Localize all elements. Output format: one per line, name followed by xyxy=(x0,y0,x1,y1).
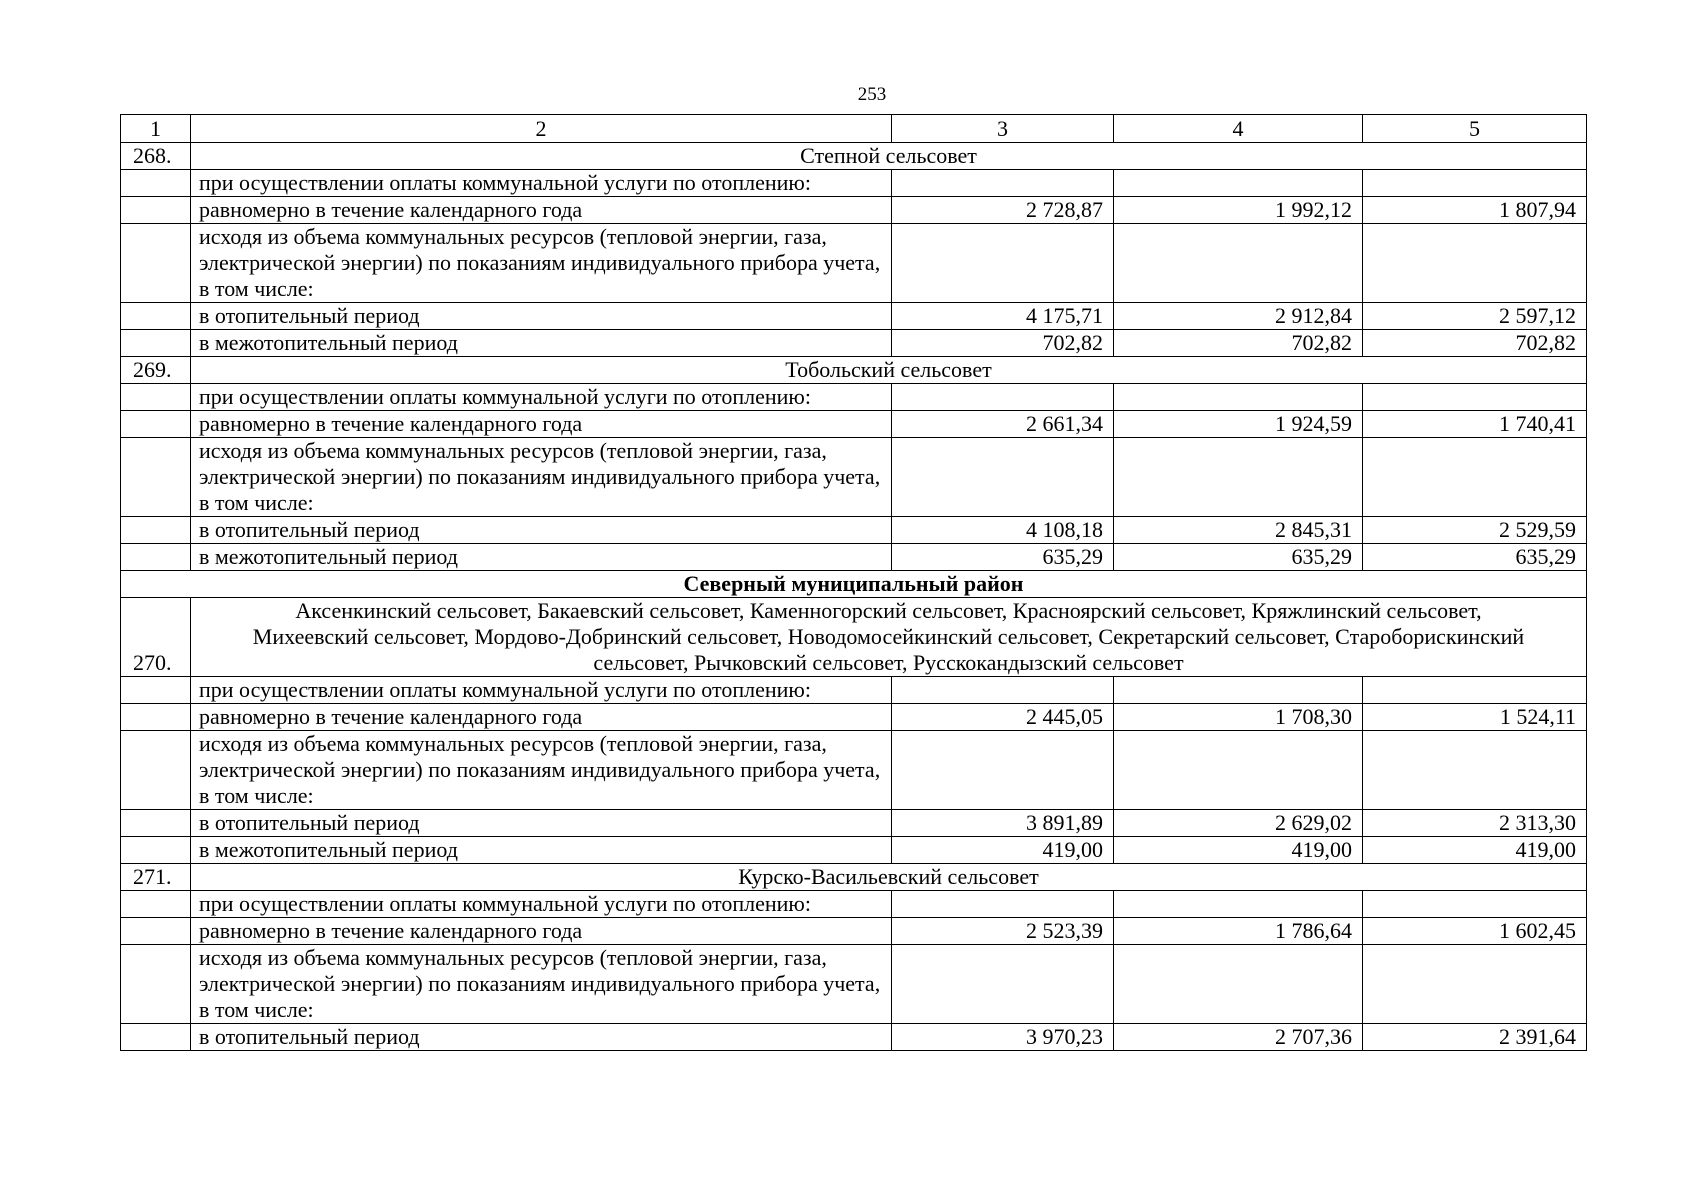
column-header: 1 xyxy=(121,115,191,143)
value-col3: 2 523,39 xyxy=(892,918,1114,945)
row-description: в отопительный период xyxy=(191,810,892,837)
table-row xyxy=(121,330,1587,357)
column-header: 2 xyxy=(191,115,892,143)
row-description: при осуществлении оплаты коммунальной услуги по отоплению: xyxy=(191,170,892,197)
row-number-empty xyxy=(121,197,191,224)
row-number: 271. xyxy=(121,864,191,891)
locality-title: Аксенкинский сельсовет, Бакаевский сельсовет, Каменногорский сельсовет, Красноярский сельсовет, Кряжлинский сельсовет, Михеевский сельсовет, Мордово-Добринский сельсовет, Новодомосейкинский сельсовет, Секретарский сельсовет, Староборискинский сельсовет, Рычковский сельсовет, Русскокандызский сельсовет xyxy=(191,598,1587,677)
locality-title: Тобольский сельсовет xyxy=(191,357,1587,384)
row-number: 270. xyxy=(121,598,191,677)
row-description: в отопительный период xyxy=(191,1024,892,1051)
table-row xyxy=(121,438,1587,517)
value-col3: 3 891,89 xyxy=(892,810,1114,837)
column-number-row xyxy=(121,115,1587,143)
tariff-table xyxy=(120,114,1587,1051)
table-row xyxy=(121,224,1587,303)
value-col3 xyxy=(892,384,1114,411)
row-description: в отопительный период xyxy=(191,517,892,544)
table-row xyxy=(121,1024,1587,1051)
locality-row xyxy=(121,864,1587,891)
row-description: в межотопительный период xyxy=(191,330,892,357)
locality-row xyxy=(121,598,1587,677)
table-row xyxy=(121,677,1587,704)
row-description: исходя из объема коммунальных ресурсов (тепловой энергии, газа, электрической энергии) по показаниям индивидуального прибора учета, в том числе: xyxy=(191,731,892,810)
table-body xyxy=(121,143,1587,1051)
value-col5 xyxy=(1363,731,1587,810)
row-number-empty xyxy=(121,411,191,438)
value-col5: 702,82 xyxy=(1363,330,1587,357)
value-col4: 2 629,02 xyxy=(1114,810,1363,837)
value-col3: 2 661,34 xyxy=(892,411,1114,438)
row-number-empty xyxy=(121,544,191,571)
value-col3 xyxy=(892,438,1114,517)
table-row xyxy=(121,918,1587,945)
row-description: исходя из объема коммунальных ресурсов (тепловой энергии, газа, электрической энергии) по показаниям индивидуального прибора учета, в том числе: xyxy=(191,945,892,1024)
table-row xyxy=(121,837,1587,864)
value-col3: 2 728,87 xyxy=(892,197,1114,224)
value-col5: 1 807,94 xyxy=(1363,197,1587,224)
row-number-empty xyxy=(121,224,191,303)
value-col4: 635,29 xyxy=(1114,544,1363,571)
table-row xyxy=(121,810,1587,837)
value-col5: 1 524,11 xyxy=(1363,704,1587,731)
row-description: в межотопительный период xyxy=(191,837,892,864)
row-description: в отопительный период xyxy=(191,303,892,330)
value-col4: 702,82 xyxy=(1114,330,1363,357)
table-row xyxy=(121,303,1587,330)
table-row xyxy=(121,891,1587,918)
district-row xyxy=(121,571,1587,598)
value-col3: 4 175,71 xyxy=(892,303,1114,330)
value-col5: 1 602,45 xyxy=(1363,918,1587,945)
value-col4: 2 707,36 xyxy=(1114,1024,1363,1051)
value-col5: 635,29 xyxy=(1363,544,1587,571)
table-row xyxy=(121,384,1587,411)
row-description: равномерно в течение календарного года xyxy=(191,197,892,224)
value-col5 xyxy=(1363,224,1587,303)
value-col5: 2 597,12 xyxy=(1363,303,1587,330)
district-title: Северный муниципальный район xyxy=(121,571,1587,598)
value-col4 xyxy=(1114,731,1363,810)
value-col5 xyxy=(1363,170,1587,197)
row-number: 268. xyxy=(121,143,191,170)
value-col3: 2 445,05 xyxy=(892,704,1114,731)
value-col3: 702,82 xyxy=(892,330,1114,357)
row-number-empty xyxy=(121,891,191,918)
value-col4: 1 786,64 xyxy=(1114,918,1363,945)
column-header: 4 xyxy=(1114,115,1363,143)
table-row xyxy=(121,731,1587,810)
value-col4: 1 924,59 xyxy=(1114,411,1363,438)
value-col5: 1 740,41 xyxy=(1363,411,1587,438)
table-row xyxy=(121,945,1587,1024)
locality-title: Степной сельсовет xyxy=(191,143,1587,170)
row-number-empty xyxy=(121,517,191,544)
value-col4 xyxy=(1114,438,1363,517)
column-header: 5 xyxy=(1363,115,1587,143)
value-col4: 419,00 xyxy=(1114,837,1363,864)
row-number-empty xyxy=(121,945,191,1024)
column-header: 3 xyxy=(892,115,1114,143)
row-number-empty xyxy=(121,704,191,731)
value-col3 xyxy=(892,677,1114,704)
value-col3: 4 108,18 xyxy=(892,517,1114,544)
value-col4 xyxy=(1114,677,1363,704)
value-col3: 3 970,23 xyxy=(892,1024,1114,1051)
table-row xyxy=(121,704,1587,731)
row-number-empty xyxy=(121,918,191,945)
row-description: равномерно в течение календарного года xyxy=(191,704,892,731)
value-col5 xyxy=(1363,438,1587,517)
value-col4: 2 912,84 xyxy=(1114,303,1363,330)
row-number-empty xyxy=(121,810,191,837)
row-description: при осуществлении оплаты коммунальной услуги по отоплению: xyxy=(191,384,892,411)
table-row xyxy=(121,197,1587,224)
value-col5 xyxy=(1363,677,1587,704)
value-col5: 2 391,64 xyxy=(1363,1024,1587,1051)
value-col3 xyxy=(892,224,1114,303)
value-col3 xyxy=(892,945,1114,1024)
row-description: равномерно в течение календарного года xyxy=(191,411,892,438)
value-col5 xyxy=(1363,891,1587,918)
row-number: 269. xyxy=(121,357,191,384)
table-row xyxy=(121,544,1587,571)
locality-row xyxy=(121,357,1587,384)
table-row xyxy=(121,170,1587,197)
row-number-empty xyxy=(121,837,191,864)
value-col4 xyxy=(1114,384,1363,411)
row-number-empty xyxy=(121,170,191,197)
row-description: исходя из объема коммунальных ресурсов (тепловой энергии, газа, электрической энергии) по показаниям индивидуального прибора учета, в том числе: xyxy=(191,224,892,303)
value-col3: 419,00 xyxy=(892,837,1114,864)
row-description: равномерно в течение календарного года xyxy=(191,918,892,945)
locality-title: Курско-Васильевский сельсовет xyxy=(191,864,1587,891)
value-col4 xyxy=(1114,891,1363,918)
page-number: 253 xyxy=(857,84,887,105)
value-col5: 2 529,59 xyxy=(1363,517,1587,544)
row-description: в межотопительный период xyxy=(191,544,892,571)
value-col5: 419,00 xyxy=(1363,837,1587,864)
value-col3 xyxy=(892,731,1114,810)
value-col3 xyxy=(892,891,1114,918)
row-number-empty xyxy=(121,1024,191,1051)
value-col4 xyxy=(1114,170,1363,197)
row-number-empty xyxy=(121,438,191,517)
table-row xyxy=(121,411,1587,438)
row-number-empty xyxy=(121,330,191,357)
row-number-empty xyxy=(121,384,191,411)
row-number-empty xyxy=(121,677,191,704)
value-col4 xyxy=(1114,224,1363,303)
value-col3: 635,29 xyxy=(892,544,1114,571)
row-description: исходя из объема коммунальных ресурсов (тепловой энергии, газа, электрической энергии) по показаниям индивидуального прибора учета, в том числе: xyxy=(191,438,892,517)
value-col5 xyxy=(1363,945,1587,1024)
row-number-empty xyxy=(121,303,191,330)
row-description: при осуществлении оплаты коммунальной услуги по отоплению: xyxy=(191,891,892,918)
value-col4: 2 845,31 xyxy=(1114,517,1363,544)
row-number-empty xyxy=(121,731,191,810)
locality-row xyxy=(121,143,1587,170)
value-col4 xyxy=(1114,945,1363,1024)
table-row xyxy=(121,517,1587,544)
value-col3 xyxy=(892,170,1114,197)
value-col5 xyxy=(1363,384,1587,411)
value-col5: 2 313,30 xyxy=(1363,810,1587,837)
value-col4: 1 992,12 xyxy=(1114,197,1363,224)
value-col4: 1 708,30 xyxy=(1114,704,1363,731)
row-description: при осуществлении оплаты коммунальной услуги по отоплению: xyxy=(191,677,892,704)
